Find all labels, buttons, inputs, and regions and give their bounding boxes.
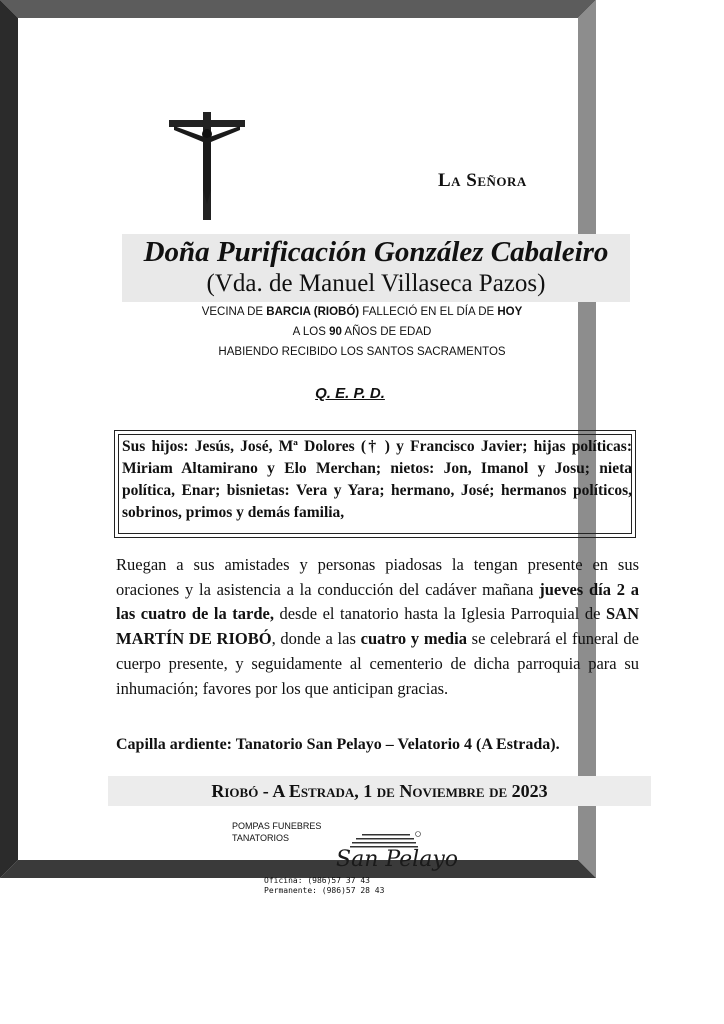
family-list: Sus hijos: Jesús, José, Mª Dolores († ) y Francisco Javier; hijas políticas: Miriam Altamirano y Elo Merchan; nietos: Jon, Imanol y Josu; nieta política, Enar; bisnietas: Vera y Yara; hermano, José; hermanos políticos, sobrinos, primos y demás familia,: [122, 438, 632, 521]
widow-of: (Vda. de Manuel Villaseca Pazos): [206, 270, 546, 297]
residence-line: VECINA DE BARCIA (RIOBÓ) FALLECIÓ EN EL DÍA DE HOY: [201, 306, 523, 318]
frame-left: [0, 0, 18, 878]
san-pelayo-logo-text: San Pelayo: [336, 847, 459, 872]
age-line: A LOS 90 AÑOS DE EDAD: [292, 326, 432, 338]
qepd-abbreviation: Q. E. P. D.: [315, 385, 385, 402]
chapel-info: Capilla ardiente: Tanatorio San Pelayo – Velatorio 4 (A Estrada).: [116, 736, 560, 753]
phone-numbers: Oficina: (986)57 37 43 Permanente: (986)57 28 43: [264, 876, 385, 895]
request-paragraph: Ruegan a sus amistades y personas piadosas la tengan presente en sus oraciones y la asistencia a la conducción del cadáver mañana jueves día 2 a las cuatro de la tarde, desde el tanatorio hasta la Iglesia Parroquial de SAN MARTÍN DE RIOBÓ, donde a las cuatro y media se celebrará el funeral de cuerpo presente, y seguidamente al cementerio de dicha parroquia para su inhumación; favores por los que anticipan gracias.: [116, 555, 640, 698]
pompas-funebres-label: POMPAS FUNEBRES: [232, 821, 322, 831]
deceased-name: Doña Purificación González Cabaleiro: [143, 236, 609, 268]
crucifix-icon: [166, 112, 248, 222]
place-date: Riobó - A Estrada, 1 de Noviembre de 2023: [211, 781, 548, 801]
tanatorios-label: TANATORIOS: [232, 833, 290, 843]
sacraments-line: HABIENDO RECIBIDO LOS SANTOS SACRAMENTOS: [218, 346, 506, 358]
funeral-home-labels: [232, 820, 321, 844]
heading-la-senora: La Señora: [438, 170, 527, 191]
frame-top: [0, 0, 596, 18]
